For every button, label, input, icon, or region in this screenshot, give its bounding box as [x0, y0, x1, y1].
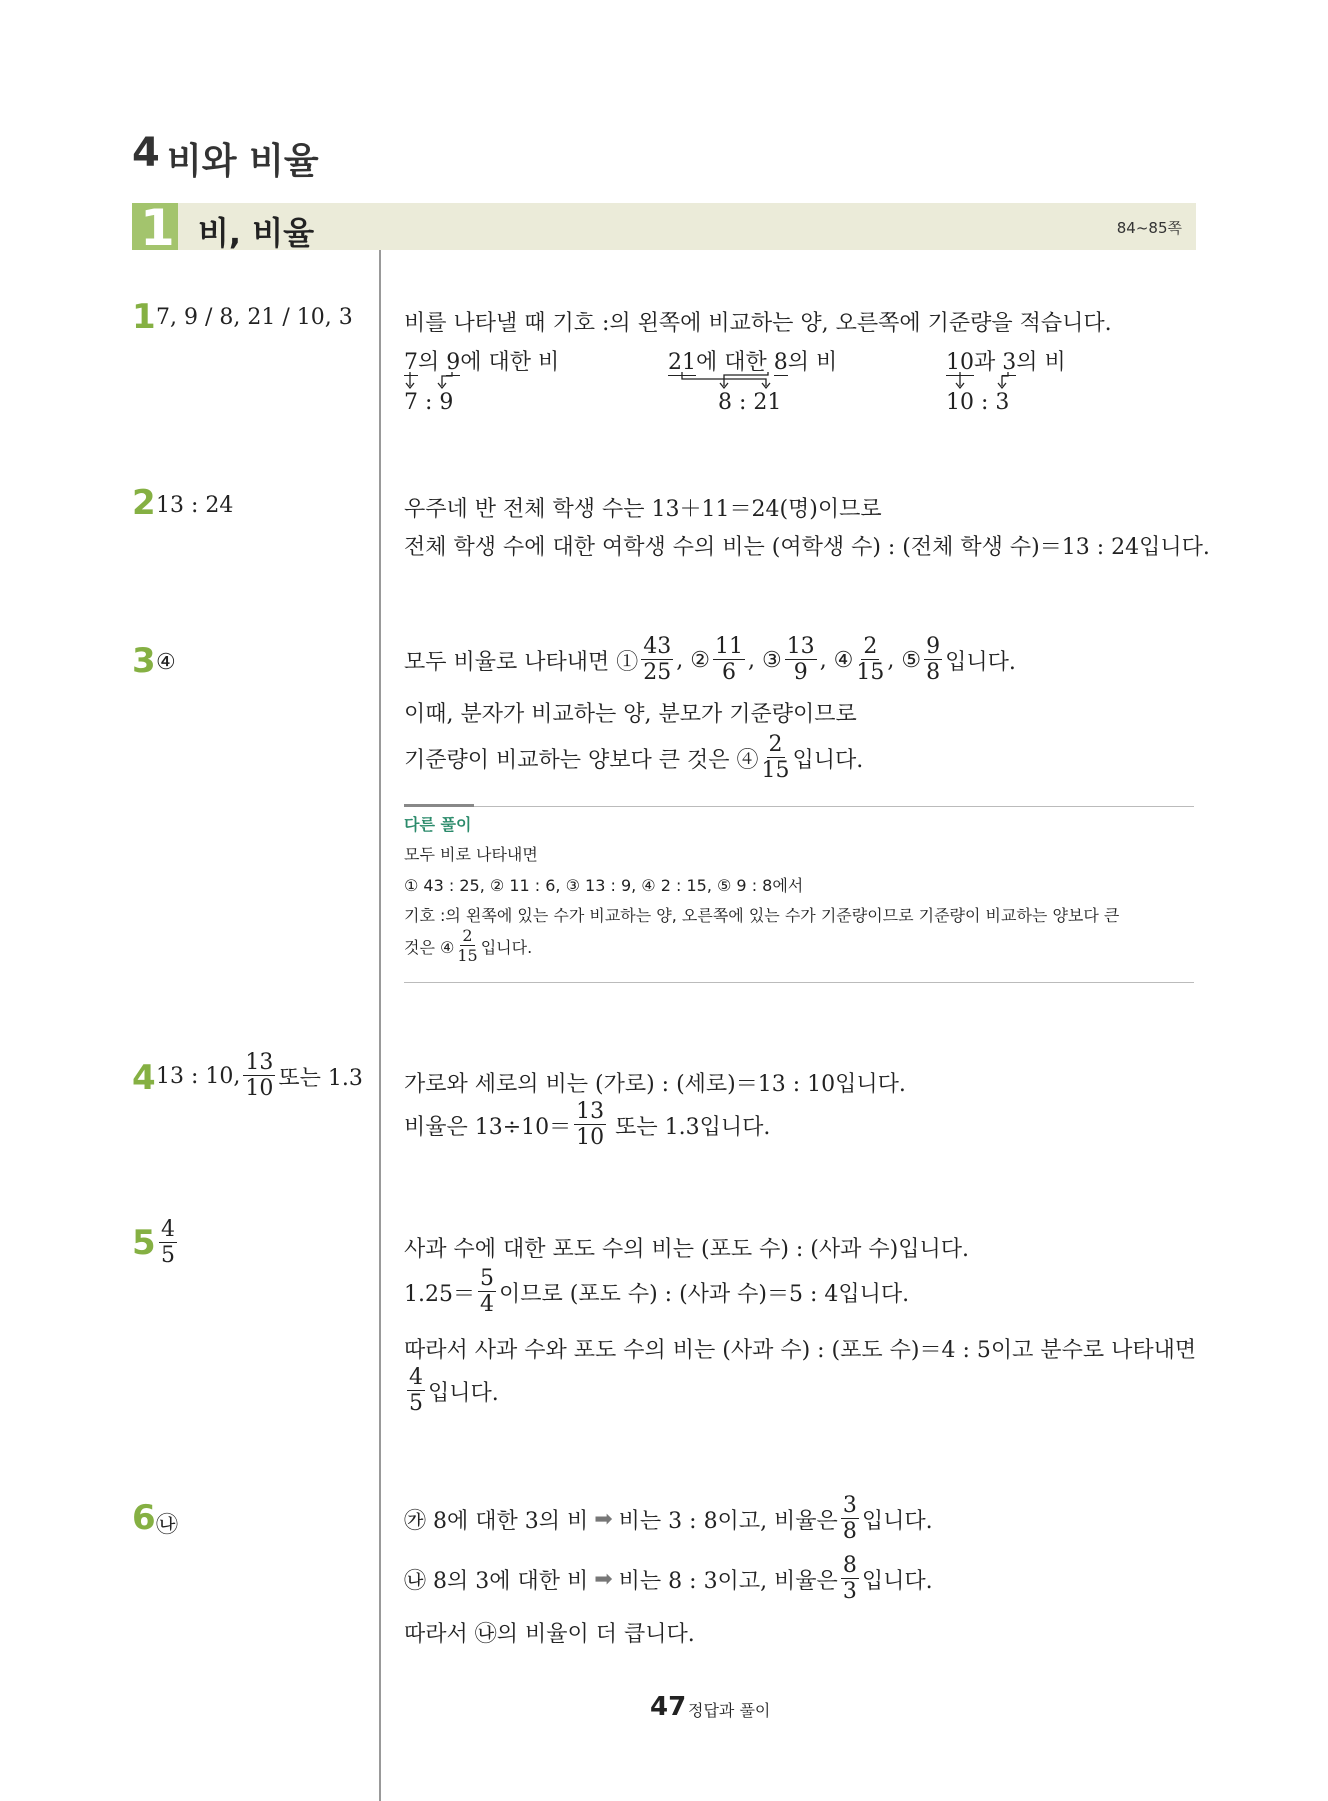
denominator: 3 — [842, 1579, 857, 1604]
answer-part: 13 : 10, — [156, 1063, 241, 1089]
example-text: 과 — [974, 350, 1003, 375]
arrow-icon — [946, 372, 1016, 392]
solution-line: 우주네 반 전체 학생 수는 13＋11＝24(명)이므로 — [404, 497, 882, 522]
alt-solution-bottom-rule — [404, 982, 1194, 983]
alt-solution-line — [404, 928, 532, 964]
numerator: 3 — [842, 1493, 857, 1518]
line-text: 비율은 13÷10＝ — [404, 1114, 572, 1140]
compared-value: 8 — [773, 350, 788, 375]
line-text: 입니다. — [861, 1568, 933, 1594]
numerator: 11 — [714, 634, 743, 659]
column-divider — [379, 250, 381, 1801]
page-number: 47 — [650, 1692, 687, 1722]
line-text: ㉯ 8의 3에 대한 비 — [404, 1568, 589, 1594]
numerator: 2 — [768, 732, 783, 757]
solution-line: 전체 학생 수에 대한 여학생 수의 비는 (여학생 수) : (전체 학생 수)＝13 : 24입니다. — [404, 535, 1210, 560]
denominator: 8 — [926, 660, 941, 685]
base-value: 9 — [446, 350, 461, 375]
solution-line — [404, 1268, 909, 1316]
line-text: 비는 3 : 8이고, 비율은 — [618, 1508, 838, 1534]
answer-text — [156, 1052, 363, 1100]
compared-value: 10 — [946, 350, 974, 375]
question-number: 2 — [132, 483, 156, 523]
numerator: 2 — [462, 926, 473, 945]
line-text: 입니다. — [792, 747, 864, 773]
solution-line — [404, 636, 1016, 684]
denominator: 10 — [245, 1076, 274, 1101]
section-title: 비, 비율 — [198, 214, 315, 252]
base-value: 21 — [668, 350, 696, 375]
arrow-icon — [404, 372, 464, 392]
section-number-box — [132, 199, 178, 257]
numerator: 13 — [786, 634, 815, 659]
solution-line: 이때, 분자가 비교하는 양, 분모가 기준량이므로 — [404, 702, 857, 727]
chapter-title: 비와 비율 — [167, 141, 319, 182]
fraction — [243, 1052, 275, 1100]
fraction — [574, 1101, 606, 1149]
arrow-icon: ➡ — [594, 1506, 613, 1532]
fraction — [856, 636, 884, 684]
numerator: 2 — [863, 634, 878, 659]
solution-line: 가로와 세로의 비는 (가로) : (세로)＝13 : 10입니다. — [404, 1072, 906, 1097]
line-text: , ② — [676, 647, 710, 673]
ratio-result: 10 : 3 — [946, 390, 1010, 415]
answer-text: ㉯ — [156, 1513, 179, 1538]
fraction — [713, 636, 745, 684]
fraction — [407, 1367, 425, 1415]
question-number: 6 — [132, 1498, 156, 1538]
line-text: ㉮ 8에 대한 3의 비 — [404, 1508, 589, 1534]
answer-text: ④ — [156, 650, 176, 675]
alt-solution-line: 기호 :의 왼쪽에 있는 수가 비교하는 양, 오른쪽에 있는 수가 기준량이므로 기준량이 비교하는 양보다 큰 — [404, 906, 1120, 925]
fraction — [457, 928, 477, 964]
example-text: 에 대한 비 — [460, 350, 560, 375]
answer-text: 7, 9 / 8, 21 / 10, 3 — [156, 305, 353, 330]
section-pages: 84~85쪽 — [1116, 219, 1182, 237]
line-text: 입니다. — [480, 937, 533, 957]
numerator: 43 — [643, 634, 672, 659]
fraction — [785, 636, 817, 684]
example-text: 의 비 — [787, 350, 838, 375]
fraction — [841, 1555, 859, 1603]
line-text: 또는 1.3입니다. — [615, 1114, 771, 1140]
example-text: 의 — [418, 350, 447, 375]
footer-label: 정답과 풀이 — [688, 1701, 771, 1720]
line-text: 것은 ④ — [404, 937, 455, 957]
solution-line: 따라서 사과 수와 포도 수의 비는 (사과 수) : (포도 수)＝4 : 5이고 분수로 나타내면 — [404, 1338, 1197, 1363]
solution-line — [404, 1495, 933, 1543]
solution-line — [404, 1555, 933, 1603]
denominator: 25 — [643, 660, 672, 685]
fraction — [478, 1268, 496, 1316]
denominator: 4 — [480, 1292, 494, 1317]
numerator: 9 — [926, 634, 941, 659]
line-text: 입니다. — [945, 649, 1016, 675]
ratio-result: 7 : 9 — [404, 390, 454, 415]
answer-part: 또는 1.3 — [278, 1065, 363, 1091]
denominator: 9 — [793, 660, 808, 685]
denominator: 15 — [856, 660, 885, 685]
line-text: 모두 비율로 나타내면 ① — [404, 649, 639, 675]
line-text: 이므로 (포도 수) : (사과 수)＝5 : 4입니다. — [499, 1281, 910, 1307]
section-number: 1 — [140, 199, 175, 257]
section-header-bar — [132, 199, 1196, 257]
solution-line: 비를 나타낼 때 기호 :의 왼쪽에 비교하는 양, 오른쪽에 기준량을 적습니다. — [404, 311, 1112, 336]
numerator: 5 — [480, 1266, 494, 1291]
numerator: 13 — [576, 1099, 605, 1124]
example-text: 에 대한 — [696, 350, 774, 375]
denominator: 5 — [409, 1391, 423, 1416]
alt-solution-line: ① 43 : 25, ② 11 : 6, ③ 13 : 9, ④ 2 : 15, ⑤ 9 : 8에서 — [404, 876, 804, 895]
alt-solution-tab-rule — [404, 804, 474, 807]
ratio-result: 8 : 21 — [718, 390, 782, 415]
line-text: 비는 8 : 3이고, 비율은 — [618, 1568, 838, 1594]
compared-value: 7 — [404, 350, 418, 375]
alt-solution-line: 모두 비로 나타내면 — [404, 845, 538, 864]
arrow-icon: ➡ — [594, 1566, 613, 1592]
line-text: 1.25＝ — [404, 1281, 475, 1307]
answer-text: 13 : 24 — [156, 493, 234, 518]
line-text: 기준량이 비교하는 양보다 큰 것은 ④ — [404, 747, 759, 773]
numerator: 13 — [245, 1050, 274, 1075]
arrow-icon — [668, 372, 788, 392]
question-number: 4 — [132, 1058, 156, 1098]
denominator: 5 — [161, 1243, 175, 1268]
solution-line — [404, 1367, 499, 1415]
numerator: 4 — [409, 1365, 423, 1390]
question-number: 3 — [132, 641, 156, 681]
fraction — [841, 1495, 859, 1543]
solution-line — [404, 734, 863, 782]
denominator: 10 — [576, 1125, 605, 1150]
fraction — [762, 734, 790, 782]
line-text: , ④ — [819, 647, 854, 673]
fraction — [159, 1219, 177, 1267]
solution-line — [404, 1101, 770, 1149]
alt-solution-title: 다른 풀이 — [404, 815, 472, 834]
chapter-number: 4 — [132, 130, 160, 176]
line-text: , ③ — [747, 647, 782, 673]
denominator: 15 — [457, 946, 478, 965]
numerator: 4 — [161, 1217, 175, 1242]
base-value: 3 — [1002, 350, 1017, 375]
denominator: 6 — [721, 660, 736, 685]
numerator: 8 — [842, 1553, 857, 1578]
line-text: 입니다. — [861, 1508, 933, 1534]
fraction — [924, 636, 942, 684]
solution-line: 사과 수에 대한 포도 수의 비는 (포도 수) : (사과 수)입니다. — [404, 1237, 969, 1262]
solution-line: 따라서 ㉯의 비율이 더 큽니다. — [404, 1622, 695, 1647]
denominator: 8 — [842, 1519, 857, 1544]
alt-solution-top-rule — [404, 806, 1194, 807]
example-text: 의 비 — [1016, 350, 1066, 375]
question-number: 1 — [132, 297, 156, 337]
denominator: 15 — [761, 758, 790, 783]
answer-text — [156, 1219, 180, 1267]
line-text: , ⑤ — [887, 647, 922, 673]
line-text: 입니다. — [428, 1380, 499, 1406]
question-number: 5 — [132, 1223, 156, 1263]
fraction — [641, 636, 673, 684]
